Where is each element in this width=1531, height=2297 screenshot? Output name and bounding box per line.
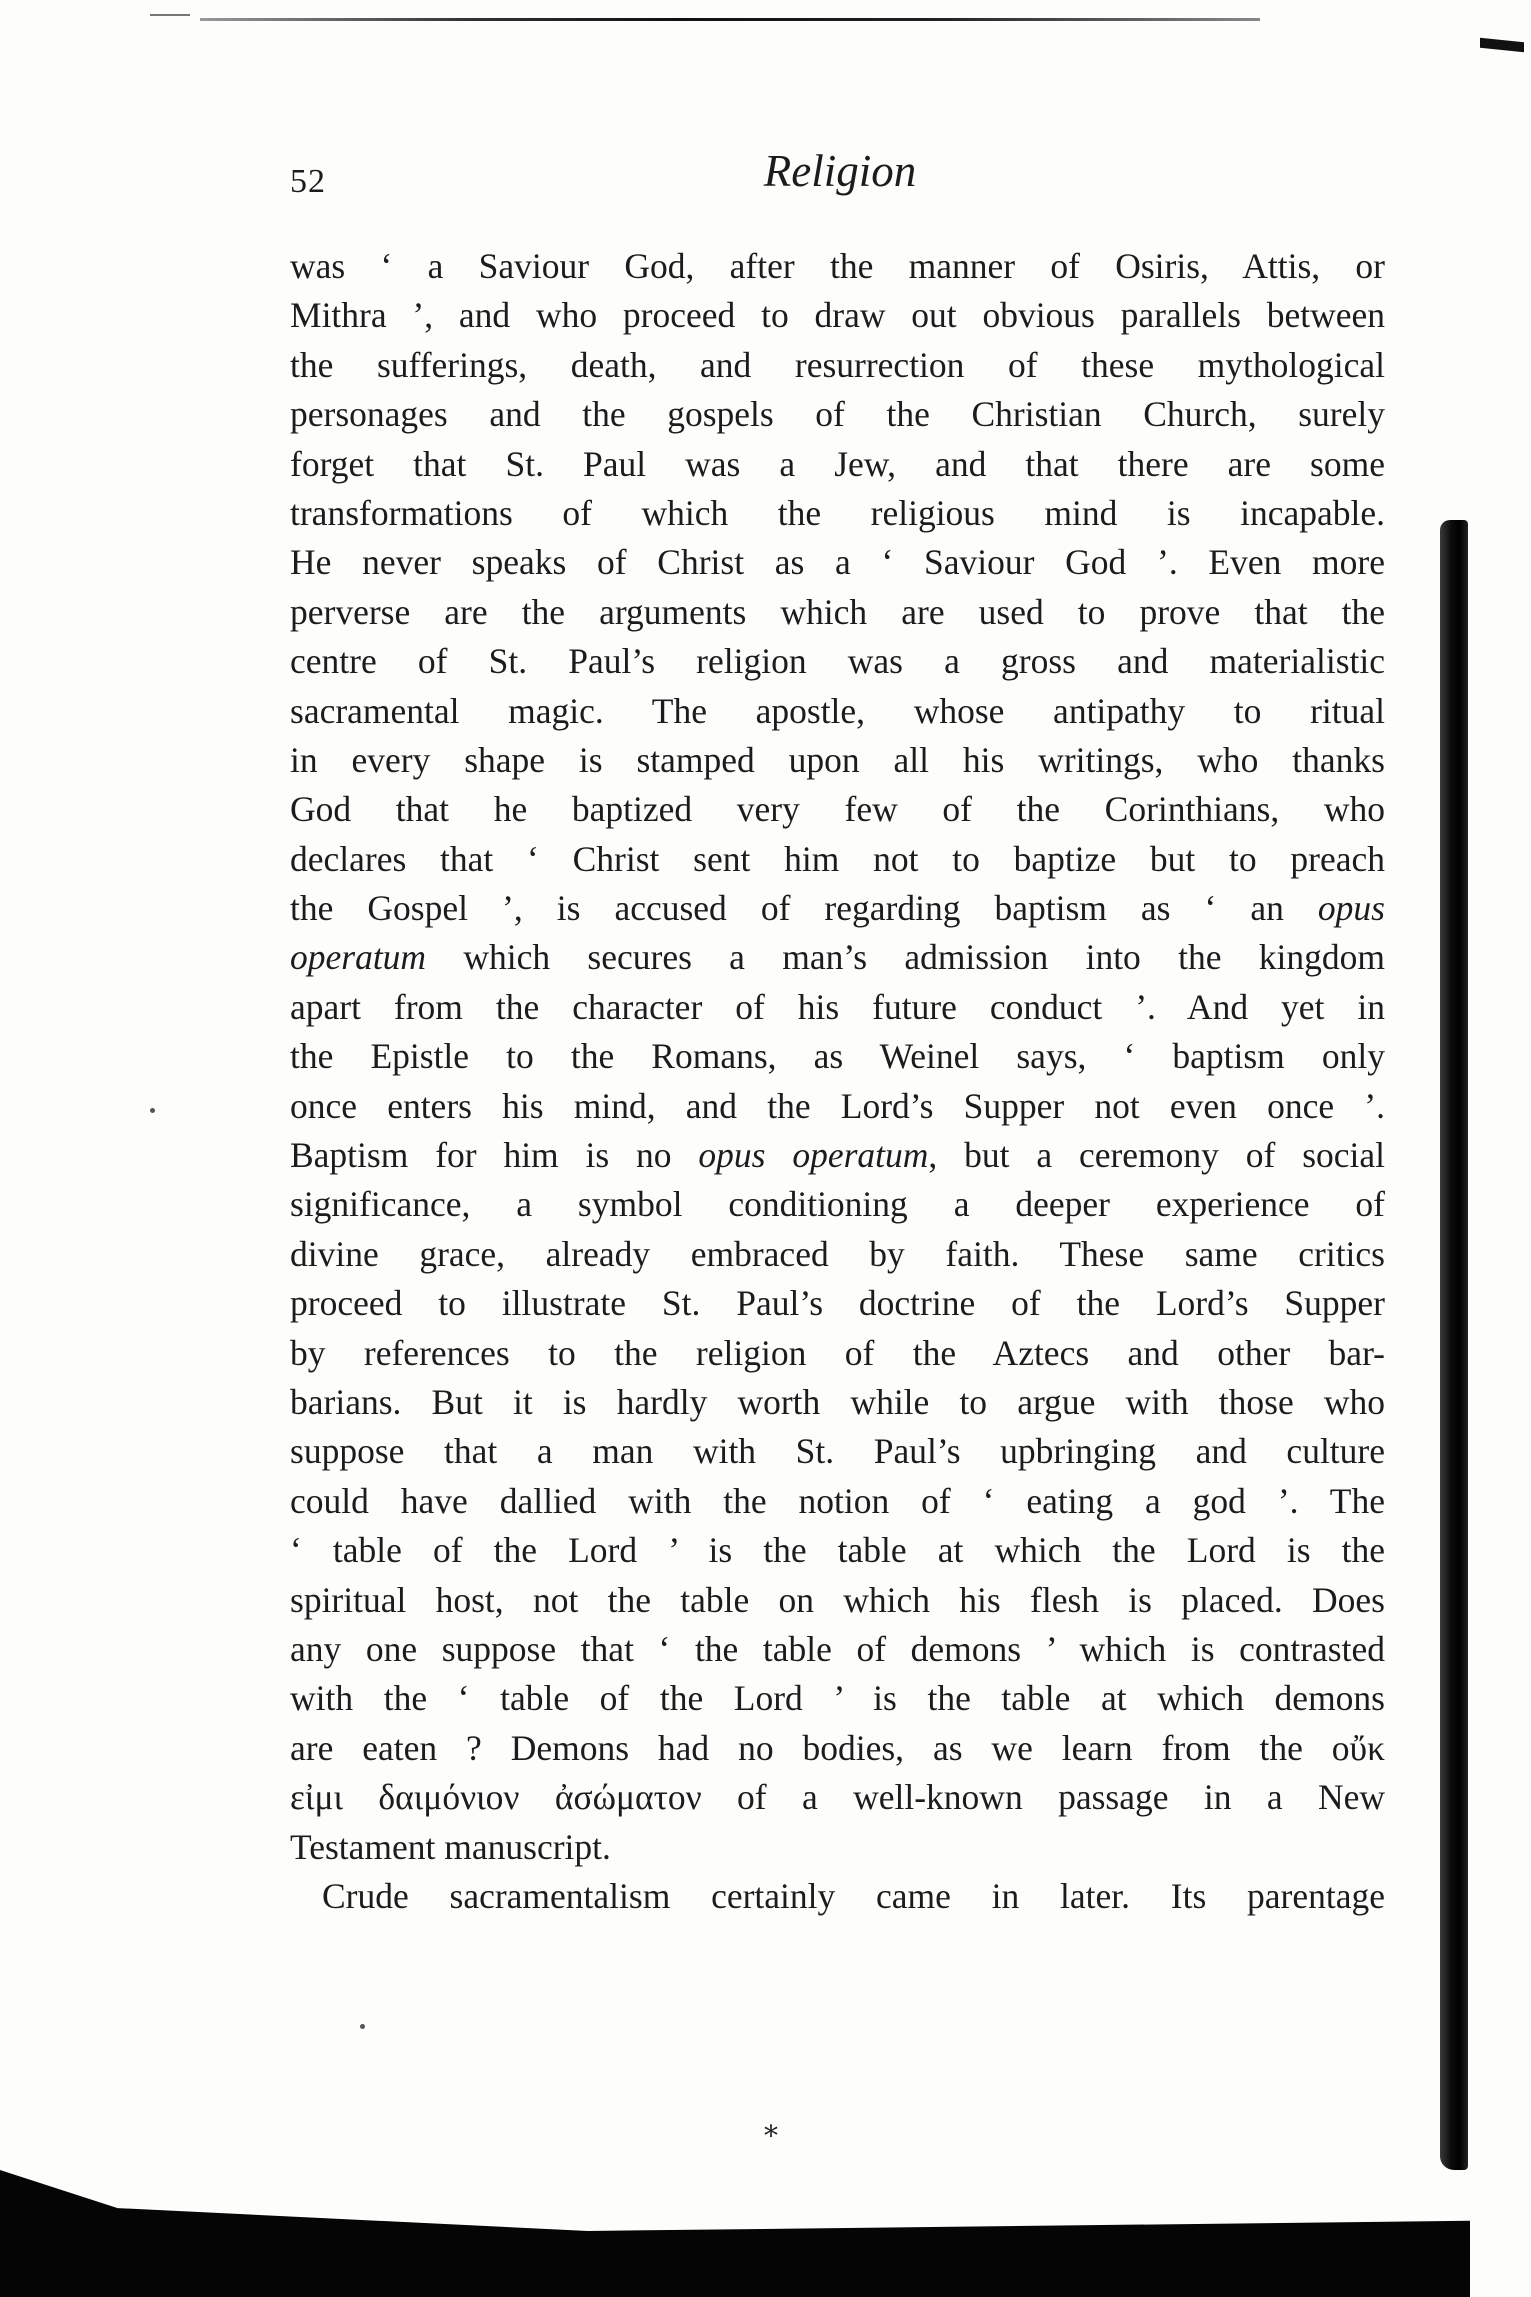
scan-speck: [360, 2024, 365, 2029]
text-line: by references to the religion of the Aztecs and other bar-: [290, 1332, 1385, 1373]
scan-speck: [150, 1108, 155, 1113]
scan-artifact-bottom-shadow: [0, 2170, 1470, 2297]
text-line: declares that ‘ Christ sent him not to baptize but to preach: [290, 838, 1385, 879]
text-line: spiritual host, not the table on which his flesh is placed. Does: [290, 1579, 1385, 1620]
text-line: suppose that a man with St. Paul’s upbringing and culture: [290, 1431, 1385, 1472]
text-line: centre of St. Paul’s religion was a gross and materialistic: [290, 641, 1385, 682]
running-head: [290, 145, 1390, 205]
text-line: could have dallied with the notion of ‘ eating a god ’. The: [290, 1480, 1385, 1521]
page-number: 52: [290, 163, 326, 200]
text-line: He never speaks of Christ as a ‘ Saviour God ’. Even more: [290, 542, 1385, 583]
text-line: barians. But it is hardly worth while to argue with those who: [290, 1381, 1385, 1422]
text-line: was ‘ a Saviour God, after the manner of Osiris, Attis, or: [290, 246, 1385, 286]
text-line: ‘ table of the Lord ’ is the table at which the Lord is the: [290, 1530, 1385, 1571]
signature-mark: ⁎: [764, 2112, 778, 2143]
text-line: God that he baptized very few of the Corinthians, who: [290, 789, 1385, 830]
text-line: Testament manuscript.: [290, 1826, 611, 1867]
text-line: transformations of which the religious mind is incapable.: [290, 492, 1385, 533]
text-line: any one suppose that ‘ the table of demons ’ which is contrasted: [290, 1628, 1385, 1669]
scan-artifact-gutter-shadow: [1440, 520, 1468, 2170]
text-line: proceed to illustrate St. Paul’s doctrine of the Lord’s Supper: [290, 1283, 1385, 1324]
text-line: once enters his mind, and the Lord’s Supper not even once ’.: [290, 1085, 1385, 1126]
body-text: [290, 242, 1385, 1921]
scan-artifact-corner-mark: [1480, 38, 1524, 53]
text-line: apart from the character of his future conduct ’. And yet in: [290, 986, 1385, 1027]
text-line: personages and the gospels of the Christian Church, surely: [290, 394, 1385, 435]
text-line: sacramental magic. The apostle, whose antipathy to ritual: [290, 690, 1385, 731]
text-line: the Epistle to the Romans, as Weinel says, ‘ baptism only: [290, 1036, 1385, 1077]
text-line: forget that St. Paul was a Jew, and that there are some: [290, 443, 1385, 484]
text-line: perverse are the arguments which are used to prove that the: [290, 591, 1385, 632]
scan-artifact-dash: [150, 14, 190, 16]
text-line: the Gospel ’, is accused of regarding baptism as ‘ an opus: [290, 888, 1385, 929]
text-line: significance, a symbol conditioning a deeper experience of: [290, 1184, 1385, 1225]
text-line: εἰμι δαιμόνιον ἀσώματον of a well-known passage in a New: [290, 1777, 1385, 1818]
text-line: Crude sacramentalism certainly came in later. Its parentage: [322, 1875, 1385, 1916]
scan-artifact-top-line: [200, 18, 1260, 21]
text-line: Baptism for him is no opus operatum, but a ceremony of social: [290, 1135, 1386, 1176]
text-line: in every shape is stamped upon all his writings, who thanks: [290, 739, 1385, 780]
text-line: with the ‘ table of the Lord ’ is the table at which demons: [290, 1678, 1385, 1719]
text-line: divine grace, already embraced by faith. These same critics: [290, 1233, 1385, 1274]
text-line: are eaten ? Demons had no bodies, as we learn from the οὔκ: [290, 1727, 1385, 1768]
text-line: operatum which secures a man’s admission into the kingdom: [290, 937, 1385, 978]
text-line: Mithra ’, and who proceed to draw out obvious parallels between: [290, 295, 1385, 336]
running-title: Religion: [763, 146, 917, 196]
text-line: the sufferings, death, and resurrection of these mythological: [290, 344, 1385, 385]
